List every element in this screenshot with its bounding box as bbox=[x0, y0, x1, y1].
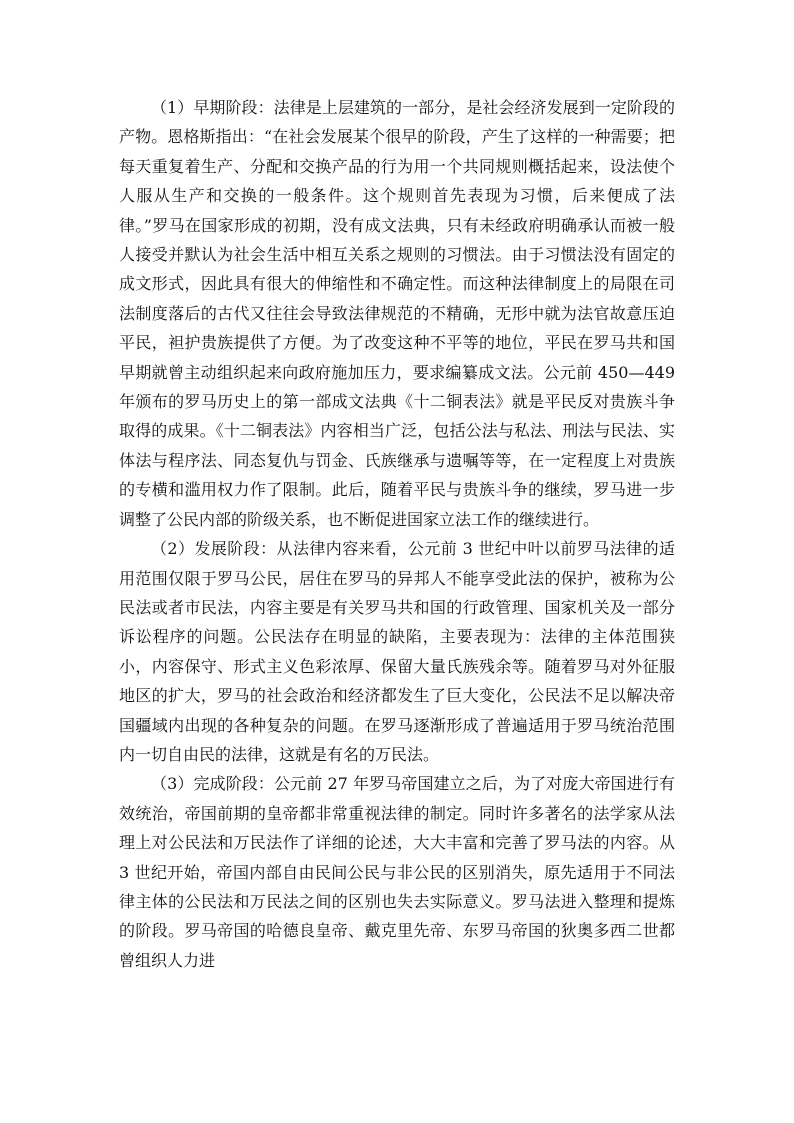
paragraph-development-stage: （2）发展阶段：从法律内容来看，公元前 3 世纪中叶以前罗马法律的适用范围仅限于罗马公民，居住在罗马的异邦人不能享受此法的保护，被称为公民法或者市民法，内容主要是有关罗马共和国的行政管理、国家机关及一部分诉讼程序的问题。公民法存在明显的缺陷，主要表现为：法律的主体范围狭小，内容保守、形式主义色彩浓厚、保留大量氏族残余等。随着罗马对外征服地区的扩大，罗马的社会政治和经济都发生了巨大变化，公民法不足以解决帝国疆域内出现的各种复杂的问题。在罗马逐渐形成了普遍适用于罗马统治范围内一切自由民的法律，这就是有名的万民法。 bbox=[119, 539, 675, 764]
paragraph-completion-stage: （3）完成阶段：公元前 27 年罗马帝国建立之后，为了对庞大帝国进行有效统治，帝国前期的皇帝都非常重视法律的制定。同时许多著名的法学家从法理上对公民法和万民法作了详细的论述，大大丰富和完善了罗马法的内容。从 3 世纪开始，帝国内部自由民间公民与非公民的区别消失，原先适用于不同法律主体的公民法和万民法之间的区别也失去实际意义。罗马法进入整理和提炼的阶段。罗马帝国的哈德良皇帝、戴克里先帝、东罗马帝国的狄奥多西二世都曾组织人力进 bbox=[119, 774, 675, 970]
paragraph-early-stage: （1）早期阶段：法律是上层建筑的一部分，是社会经济发展到一定阶段的产物。恩格斯指出：“在社会发展某个很早的阶段，产生了这样的一种需要；把每天重复着生产、分配和交换产品的行为用一个共同规则概括起来，设法使个人服从生产和交换的一般条件。这个规则首先表现为习惯，后来便成了法律。”罗马在国家形成的初期，没有成文法典，只有未经政府明确承认而被一般人接受并默认为社会生活中相互关系之规则的习惯法。由于习惯法没有固定的成文形式，因此具有很大的伸缩性和不确定性。而这种法律制度上的局限在司法制度落后的古代又往往会导致法律规范的不精确，无形中就为法官故意压迫平民，袒护贵族提供了方便。为了改变这种不平等的地位，平民在罗马共和国早期就曾主动组织起来向政府施加压力，要求编纂成文法。公元前 450—449 年颁布的罗马历史上的第一部成文法典《十二铜表法》就是平民反对贵族斗争取得的成果。《十二铜表法》内容相当广泛，包括公法与私法、刑法与民法、实体法与程序法、同态复仇与罚金、氏族继承与遗嘱等等，在一定程度上对贵族的专横和滥用权力作了限制。此后，随着平民与贵族斗争的继续，罗马进一步调整了公民内部的阶级关系，也不断促进国家立法工作的继续进行。 bbox=[119, 98, 675, 529]
document-body bbox=[119, 93, 675, 975]
